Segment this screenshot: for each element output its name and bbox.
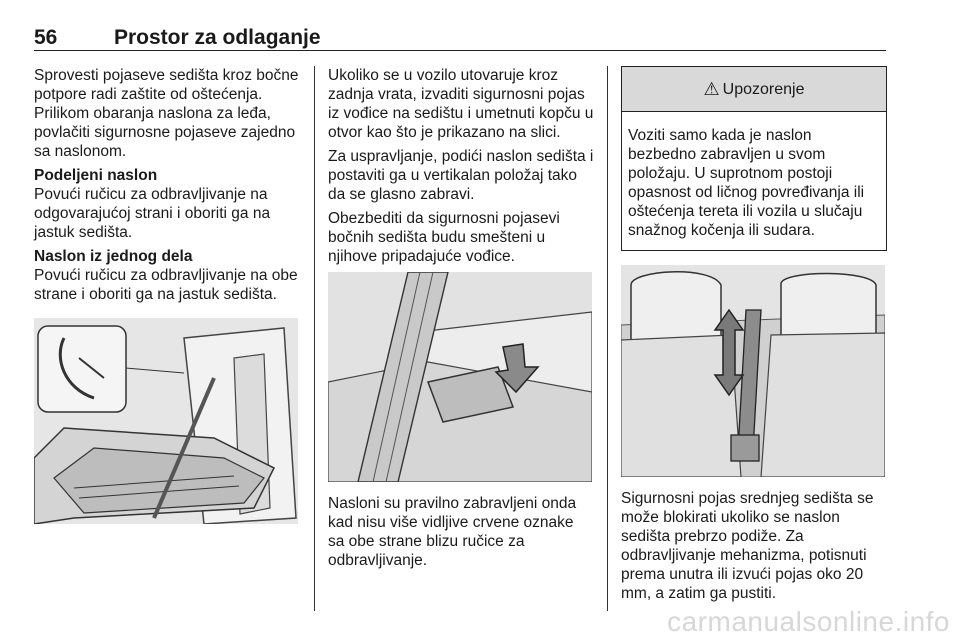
page-number: 56: [34, 26, 58, 49]
intro-paragraph: Sprovesti pojaseve sedišta kroz bočne potpore radi zaštite od oštećenja. Prilikom obaranja naslona za leđa, povlačiti sigurnosne pojaseve zajedno sa naslonom.: [34, 67, 299, 160]
page-title: Prostor za odlaganje: [114, 26, 321, 49]
column-divider: [314, 66, 315, 611]
warning-box: [621, 66, 887, 251]
paragraph-raising: Za uspravljanje, podići naslon sedišta i postaviti ga u vertikalan položaj tako da se glasno zabravi.: [328, 148, 594, 203]
warning-icon: ⚠: [703, 78, 720, 99]
paragraph-single-backrest: Povući ručicu za odbravljivanje na obe strane i oboriti ga na jastuk sedišta.: [34, 267, 298, 303]
heading-split-backrest: Podeljeni naslon: [34, 167, 158, 184]
heading-single-backrest: Naslon iz jednog dela: [34, 248, 193, 265]
watermark: carmanualsonline.info: [667, 606, 950, 637]
paragraph-loading: Ukoliko se u vozilo utovaruje kroz zadnja vrata, izvaditi sigurnosni pojas iz vođice na sedištu i umetnuti kopču u otvor kao što je prikazano na slici.: [328, 67, 594, 141]
warning-title: Upozorenje: [722, 80, 805, 98]
column-divider: [607, 66, 608, 611]
figure-middle-belt: [621, 265, 885, 477]
paragraph-split-backrest: Povući ručicu za odbravljivanje na odgovarajućoj strani i oboriti ga na jastuk sedišta.: [34, 186, 271, 241]
paragraph-middle-belt: Sigurnosni pojas srednjeg sedišta se može blokirati ukoliko se naslon sedišta prebrzo podiže. Za odbravljivanje mehanizma, potisnuti prema unutra ili izvući pojas oko 20 mm, a zatim ga pustiti.: [621, 490, 874, 602]
page-header: [34, 24, 886, 51]
figure-folded-seat: [34, 318, 298, 524]
paragraph-locked: Nasloni su pravilno zabravljeni onda kad nisu više vidljive crvene oznake sa obe strane blizu ručice za odbravljivanje.: [328, 495, 577, 569]
column-2: [328, 66, 594, 575]
column-3: [621, 66, 887, 608]
paragraph-belt-guides: Obezbediti da sigurnosni pojasevi bočnih sedišta budu smešteni u njihove pripadajuće vođice.: [328, 210, 560, 265]
warning-text: Voziti samo kada je naslon bezbedno zabravljen u svom položaju. U suprotnom postoji opasnost od ličnog povređivanja ili oštećenja tereta ili vozila u slučaju snažnog kočenja ili sudara.: [628, 127, 865, 239]
warning-header: [622, 67, 886, 112]
column-1: [34, 66, 300, 524]
figure-belt-buckle: [328, 272, 592, 482]
